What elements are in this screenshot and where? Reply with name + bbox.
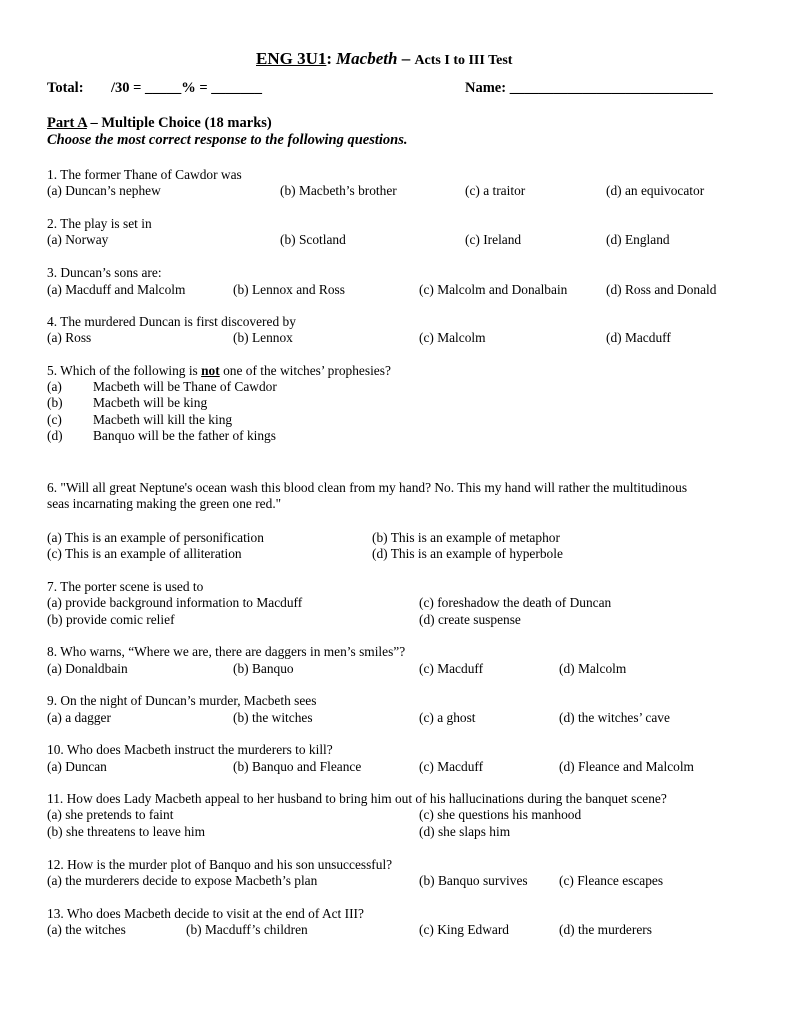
q7-option-d: (d) create suspense (419, 612, 521, 627)
q12-option-a: (a) the murderers decide to expose Macbeth’s plan (47, 873, 318, 888)
question-13-stem: 13. Who does Macbeth decide to visit at the end of Act III? (47, 906, 364, 921)
q5-option-b: Macbeth will be king (93, 395, 208, 410)
test-subtitle: Acts I to III Test (414, 53, 513, 68)
q3-option-b: (b) Lennox and Ross (233, 282, 345, 297)
q8-option-c: (c) Macduff (419, 661, 484, 676)
q9-option-a: (a) a dagger (47, 710, 111, 725)
q2-option-c: (c) Ireland (465, 232, 522, 247)
q6-option-b: (b) This is an example of metaphor (372, 530, 560, 545)
q11-option-b: (b) she threatens to leave him (47, 824, 206, 839)
q11-option-c: (c) she questions his manhood (419, 807, 582, 822)
q5-option-c-letter: (c) (47, 412, 62, 427)
q13-option-a: (a) the witches (47, 922, 126, 937)
q9-option-d: (d) the witches’ cave (559, 710, 670, 725)
q10-option-d: (d) Fleance and Malcolm (559, 759, 694, 774)
part-a-label: Part A (47, 115, 87, 131)
question-4-stem: 4. The murdered Duncan is first discovered by (47, 314, 296, 329)
part-a-heading: Part A – Multiple Choice (18 marks) (47, 115, 272, 131)
page-title: ENG 3U1: Macbeth – Acts I to III Test (256, 49, 513, 68)
q5-option-d-letter: (d) (47, 428, 63, 443)
question-6-stem-line-1: 6. "Will all great Neptune's ocean wash this blood clean from my hand? No. This my hand will rather the multitudinous (47, 480, 688, 495)
total-label: Total: (47, 80, 84, 96)
q3-option-d: (d) Ross and Donald (606, 282, 717, 297)
q13-option-b: (b) Macduff’s children (186, 922, 308, 937)
q5-option-a-letter: (a) (47, 379, 62, 394)
course-code: ENG 3U1 (256, 49, 327, 68)
q2-option-b: (b) Scotland (280, 232, 346, 247)
name-field: Name: ____________________________ (465, 80, 713, 96)
emphasis-not: not (201, 363, 220, 378)
q1-option-c: (c) a traitor (465, 183, 526, 198)
q5-option-d: Banquo will be the father of kings (93, 428, 276, 443)
q10-option-c: (c) Macduff (419, 759, 484, 774)
total-score-blank: /30 = _____% = _______ (111, 80, 263, 96)
play-title: Macbeth (336, 49, 398, 68)
q1-option-a: (a) Duncan’s nephew (47, 183, 161, 198)
q12-option-b: (b) Banquo survives (419, 873, 528, 888)
question-6-stem-line-2: seas incarnating making the green one red." (47, 496, 282, 511)
question-8-stem: 8. Who warns, “Where we are, there are daggers in men’s smiles”? (47, 644, 406, 659)
question-1-stem: 1. The former Thane of Cawdor was (47, 167, 242, 182)
q13-option-d: (d) the murderers (559, 922, 652, 937)
q11-option-a: (a) she pretends to faint (47, 807, 174, 822)
q7-option-b: (b) provide comic relief (47, 612, 175, 627)
question-7-stem: 7. The porter scene is used to (47, 579, 204, 594)
q8-option-d: (d) Malcolm (559, 661, 627, 676)
q11-option-d: (d) she slaps him (419, 824, 511, 839)
q1-option-b: (b) Macbeth’s brother (280, 183, 397, 198)
q9-option-b: (b) the witches (233, 710, 313, 725)
question-10-stem: 10. Who does Macbeth instruct the murderers to kill? (47, 742, 333, 757)
q9-option-c: (c) a ghost (419, 710, 476, 725)
q7-option-c: (c) foreshadow the death of Duncan (419, 595, 612, 610)
q7-option-a: (a) provide background information to Macduff (47, 595, 303, 610)
q6-option-c: (c) This is an example of alliteration (47, 546, 242, 561)
question-2-stem: 2. The play is set in (47, 216, 152, 231)
question-5-stem: 5. Which of the following is not one of the witches’ prophesies? (47, 363, 391, 378)
q10-option-b: (b) Banquo and Fleance (233, 759, 362, 774)
q5-option-a: Macbeth will be Thane of Cawdor (93, 379, 277, 394)
q4-option-d: (d) Macduff (606, 330, 671, 345)
question-9-stem: 9. On the night of Duncan’s murder, Macbeth sees (47, 693, 317, 708)
q8-option-b: (b) Banquo (233, 661, 294, 676)
part-a-instructions: Choose the most correct response to the following questions. (47, 132, 408, 148)
q5-option-b-letter: (b) (47, 395, 63, 410)
q12-option-c: (c) Fleance escapes (559, 873, 664, 888)
q10-option-a: (a) Duncan (47, 759, 107, 774)
q4-option-a: (a) Ross (47, 330, 92, 345)
q4-option-c: (c) Malcolm (419, 330, 486, 345)
q8-option-a: (a) Donaldbain (47, 661, 128, 676)
q2-option-a: (a) Norway (47, 232, 109, 247)
question-12-stem: 12. How is the murder plot of Banquo and his son unsuccessful? (47, 857, 393, 872)
q4-option-b: (b) Lennox (233, 330, 293, 345)
q13-option-c: (c) King Edward (419, 922, 509, 937)
q3-option-a: (a) Macduff and Malcolm (47, 282, 186, 297)
question-11-stem: 11. How does Lady Macbeth appeal to her husband to bring him out of his hallucinations during the banquet scene? (47, 791, 667, 806)
q5-option-c: Macbeth will kill the king (93, 412, 233, 427)
q3-option-c: (c) Malcolm and Donalbain (419, 282, 568, 297)
question-3-stem: 3. Duncan’s sons are: (47, 265, 162, 280)
q2-option-d: (d) England (606, 232, 670, 247)
q1-option-d: (d) an equivocator (606, 183, 705, 198)
q6-option-a: (a) This is an example of personification (47, 530, 264, 545)
q6-option-d: (d) This is an example of hyperbole (372, 546, 563, 561)
